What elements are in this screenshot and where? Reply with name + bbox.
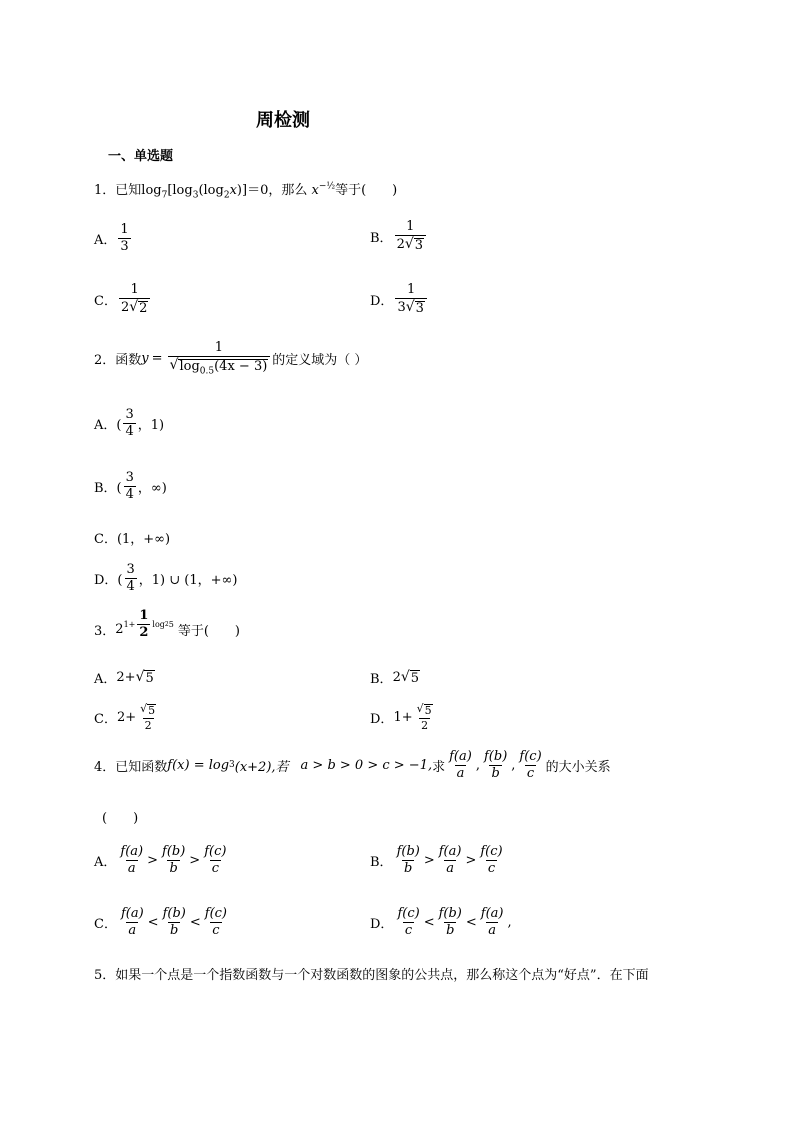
denominator <box>395 235 426 253</box>
denominator <box>119 298 150 316</box>
fraction <box>138 703 158 731</box>
denominator: 2 <box>421 718 429 732</box>
q2-option-c[interactable] <box>94 528 170 547</box>
numerator: f(a) <box>120 906 144 921</box>
q1-inner-mid: (log <box>198 183 224 198</box>
log-argument: (4x − 3) <box>214 358 268 374</box>
denominator: c <box>211 860 219 876</box>
numerator <box>138 703 158 718</box>
comma: , <box>475 757 480 773</box>
page-title: 周检测 <box>256 110 310 131</box>
q3-base: 2 <box>115 621 124 637</box>
numerator: f(a) <box>480 906 504 921</box>
question-1-prefix: 1．已知 <box>94 183 142 198</box>
numerator: 1 <box>214 340 224 355</box>
denominator: c <box>526 765 535 781</box>
q1-option-b[interactable] <box>370 220 428 252</box>
option-label: A． <box>94 232 117 248</box>
q2-option-a[interactable] <box>94 408 164 438</box>
denominator: c <box>212 922 220 938</box>
radical: √ 5 <box>416 702 432 717</box>
option-text: 2+ <box>116 670 136 685</box>
denominator: a <box>446 860 454 876</box>
q4-fc-over-c <box>517 750 543 780</box>
q1-c-fraction <box>119 283 150 315</box>
option-label: A． <box>94 672 117 687</box>
q4-option-d[interactable] <box>370 907 512 937</box>
option-text: 2 <box>392 670 401 685</box>
numerator: f(a) <box>449 749 472 764</box>
lt: < <box>423 914 435 930</box>
radicand: 5 <box>410 671 420 686</box>
fraction <box>160 845 187 875</box>
q3-option-a[interactable] <box>94 668 155 687</box>
fraction <box>437 907 464 937</box>
lt: < <box>189 914 201 930</box>
option-label: B． <box>370 230 393 246</box>
q1-option-d[interactable] <box>370 283 429 315</box>
q1-inner-right: )]＝0，那么 <box>236 183 308 198</box>
exp-fraction <box>137 609 150 639</box>
numerator: 1 <box>407 282 416 297</box>
radicand: 2 <box>139 300 148 316</box>
option-text: 2+ <box>116 709 137 725</box>
q2-equals: = <box>151 351 163 367</box>
option-label: B． <box>370 854 393 870</box>
denominator: c <box>487 860 496 876</box>
q1-d-fraction <box>395 283 426 315</box>
denominator: 3 <box>120 238 129 254</box>
q1-a-fraction <box>118 223 130 253</box>
denominator <box>395 298 426 316</box>
radicand: 3 <box>414 237 424 253</box>
denominator: b <box>169 860 178 876</box>
option-text: 1+ <box>393 709 413 725</box>
radicand: 5 <box>148 704 156 717</box>
option-label: C． <box>94 916 117 932</box>
fraction <box>478 845 504 875</box>
q4-suffix: 的大小关系 <box>545 759 611 775</box>
q3-suffix: 等于( ) <box>177 623 240 639</box>
q4-ask: 求 <box>432 759 446 775</box>
fraction <box>118 845 145 875</box>
q4-function: f(x) = log <box>167 757 230 773</box>
denominator: a <box>456 765 465 781</box>
lt: < <box>147 914 159 930</box>
numerator: 1 <box>120 222 129 237</box>
q1-inner-base3: 3 <box>192 190 199 201</box>
numerator: f(c) <box>204 906 228 921</box>
option-label: A． <box>94 854 117 870</box>
denominator: 2 <box>139 624 149 640</box>
numerator: 1 <box>139 608 149 623</box>
denominator: 4 <box>126 578 135 594</box>
question-3 <box>94 608 240 640</box>
radicand: 5 <box>424 704 432 717</box>
option-label: D． <box>370 916 394 932</box>
numerator: f(c) <box>397 906 420 921</box>
q1-suffix: 等于( ) <box>335 183 398 198</box>
q2-option-d[interactable] <box>94 563 237 593</box>
q1-log: log <box>141 183 162 198</box>
q1-option-a[interactable] <box>94 223 133 253</box>
q1-x: x <box>311 183 319 198</box>
q3-option-c[interactable] <box>94 703 160 731</box>
fraction <box>125 563 137 593</box>
numerator: 1 <box>406 219 415 234</box>
log-base: 0.5 <box>199 366 215 377</box>
q4-fb-over-b <box>482 750 509 780</box>
q2-fraction <box>168 341 271 377</box>
section-heading: 一、单选题 <box>108 149 174 164</box>
fraction <box>124 471 136 501</box>
fraction <box>202 845 228 875</box>
denominator: 4 <box>125 486 134 502</box>
gt: > <box>465 852 477 868</box>
numerator: f(a) <box>438 844 462 859</box>
radical: √ 5 <box>140 702 156 717</box>
option-label: D． <box>370 293 394 309</box>
fraction <box>203 907 229 937</box>
question-4-prefix: 4．已知函数 <box>94 759 168 775</box>
option-tail: ，∞) <box>137 480 167 496</box>
q4-option-a[interactable] <box>94 845 230 875</box>
gt: > <box>189 852 201 868</box>
q4-function-arg: (x+2),若 <box>234 759 289 775</box>
q3-option-d[interactable] <box>370 703 437 731</box>
question-4 <box>94 750 611 780</box>
exp-log-base: 2 <box>164 620 169 628</box>
q4-function-base: 3 <box>229 760 235 771</box>
numerator: 3 <box>125 470 134 485</box>
question-2 <box>94 341 367 377</box>
option-label: D． <box>370 711 394 727</box>
coefficient: 3 <box>397 299 406 315</box>
option-text: C．(1，+∞) <box>94 532 171 547</box>
radical: √ 5 <box>400 669 420 686</box>
question-3-prefix: 3． <box>94 623 116 639</box>
denominator <box>168 356 271 377</box>
question-5: 5．如果一个点是一个指数函数与一个对数函数的图象的公共点，那么称这个点为“好点”．在下面 <box>94 968 649 983</box>
option-label: B． <box>370 672 393 687</box>
denominator: a <box>127 860 136 876</box>
q4-fa-over-a <box>447 750 474 780</box>
radical: √ $\log_{0.5}(4x - 3)$ <box>169 356 268 377</box>
fraction <box>395 845 422 875</box>
lt: < <box>465 914 477 930</box>
option-tail: ，1) ∪ (1，+∞) <box>138 572 238 588</box>
q1-b-fraction <box>395 220 426 252</box>
question-2-prefix: 2．函数 <box>94 353 142 369</box>
denominator: a <box>488 922 497 938</box>
denominator: c <box>404 922 413 938</box>
radical: √ 5 <box>135 669 154 686</box>
exp-log: log <box>152 619 165 629</box>
option-label: B．( <box>94 480 122 496</box>
denominator: a <box>128 922 137 938</box>
radical: √ 3 <box>404 235 424 253</box>
denominator: 2 <box>144 718 152 732</box>
denominator: b <box>404 860 413 876</box>
coefficient: 2 <box>396 236 405 252</box>
q3-exponent <box>124 609 174 639</box>
numerator: f(b) <box>162 844 186 859</box>
radicand: 5 <box>145 671 154 686</box>
fraction <box>161 907 188 937</box>
fraction <box>395 907 421 937</box>
numerator: 1 <box>130 282 139 297</box>
q4-condition: a > b > 0 > c > −1, <box>300 757 433 773</box>
radical: √ 2 <box>129 298 148 316</box>
numerator: f(b) <box>438 906 462 921</box>
option-label: C． <box>94 293 117 309</box>
numerator: f(c) <box>204 844 227 859</box>
numerator: f(c) <box>480 844 503 859</box>
q4-option-b[interactable] <box>370 845 507 875</box>
denominator: 4 <box>125 423 134 439</box>
numerator: f(b) <box>162 906 186 921</box>
fraction <box>437 845 464 875</box>
numerator: 3 <box>126 562 135 577</box>
q1-var-x: x <box>229 183 237 198</box>
radicand: 3 <box>415 300 424 316</box>
fraction <box>415 703 435 731</box>
numerator: f(a) <box>120 844 144 859</box>
numerator: 3 <box>125 407 134 422</box>
option-label: D．( <box>94 572 123 588</box>
fraction <box>479 907 506 937</box>
q4-option-c[interactable] <box>94 907 231 937</box>
option-tail: ，1) <box>137 417 165 433</box>
gt: > <box>423 852 435 868</box>
option-label: C． <box>94 711 117 727</box>
question-1 <box>94 179 397 201</box>
radical: √ 3 <box>405 298 424 316</box>
q4-answer-paren: ( ) <box>102 811 139 826</box>
q2-option-b[interactable] <box>94 471 167 501</box>
q1-option-c[interactable] <box>94 283 152 315</box>
numerator <box>415 703 435 718</box>
exp-prefix: 1+ <box>123 619 136 629</box>
q1-exponent: −½ <box>318 181 336 192</box>
numerator: f(b) <box>483 749 508 764</box>
fraction <box>123 408 135 438</box>
gt: > <box>147 852 159 868</box>
denominator: b <box>170 922 179 938</box>
option-label: A．( <box>94 417 122 433</box>
q3-option-b[interactable] <box>370 668 420 687</box>
fraction <box>119 907 146 937</box>
numerator: f(b) <box>396 844 420 859</box>
log: log <box>179 358 200 374</box>
coefficient: 2 <box>120 299 130 315</box>
q1-inner-base2: 2 <box>223 190 230 201</box>
q1-log-base: 7 <box>161 190 168 201</box>
exp-log-arg: 5 <box>168 619 174 629</box>
comma: , <box>511 757 516 773</box>
numerator: f(c) <box>519 749 542 764</box>
denominator: b <box>446 922 455 938</box>
q2-suffix: 的定义域为（ ） <box>272 353 368 369</box>
denominator: b <box>491 765 500 781</box>
option-end: , <box>507 914 512 930</box>
q2-y: y <box>141 351 149 367</box>
q1-inner-left: [log <box>167 183 193 198</box>
